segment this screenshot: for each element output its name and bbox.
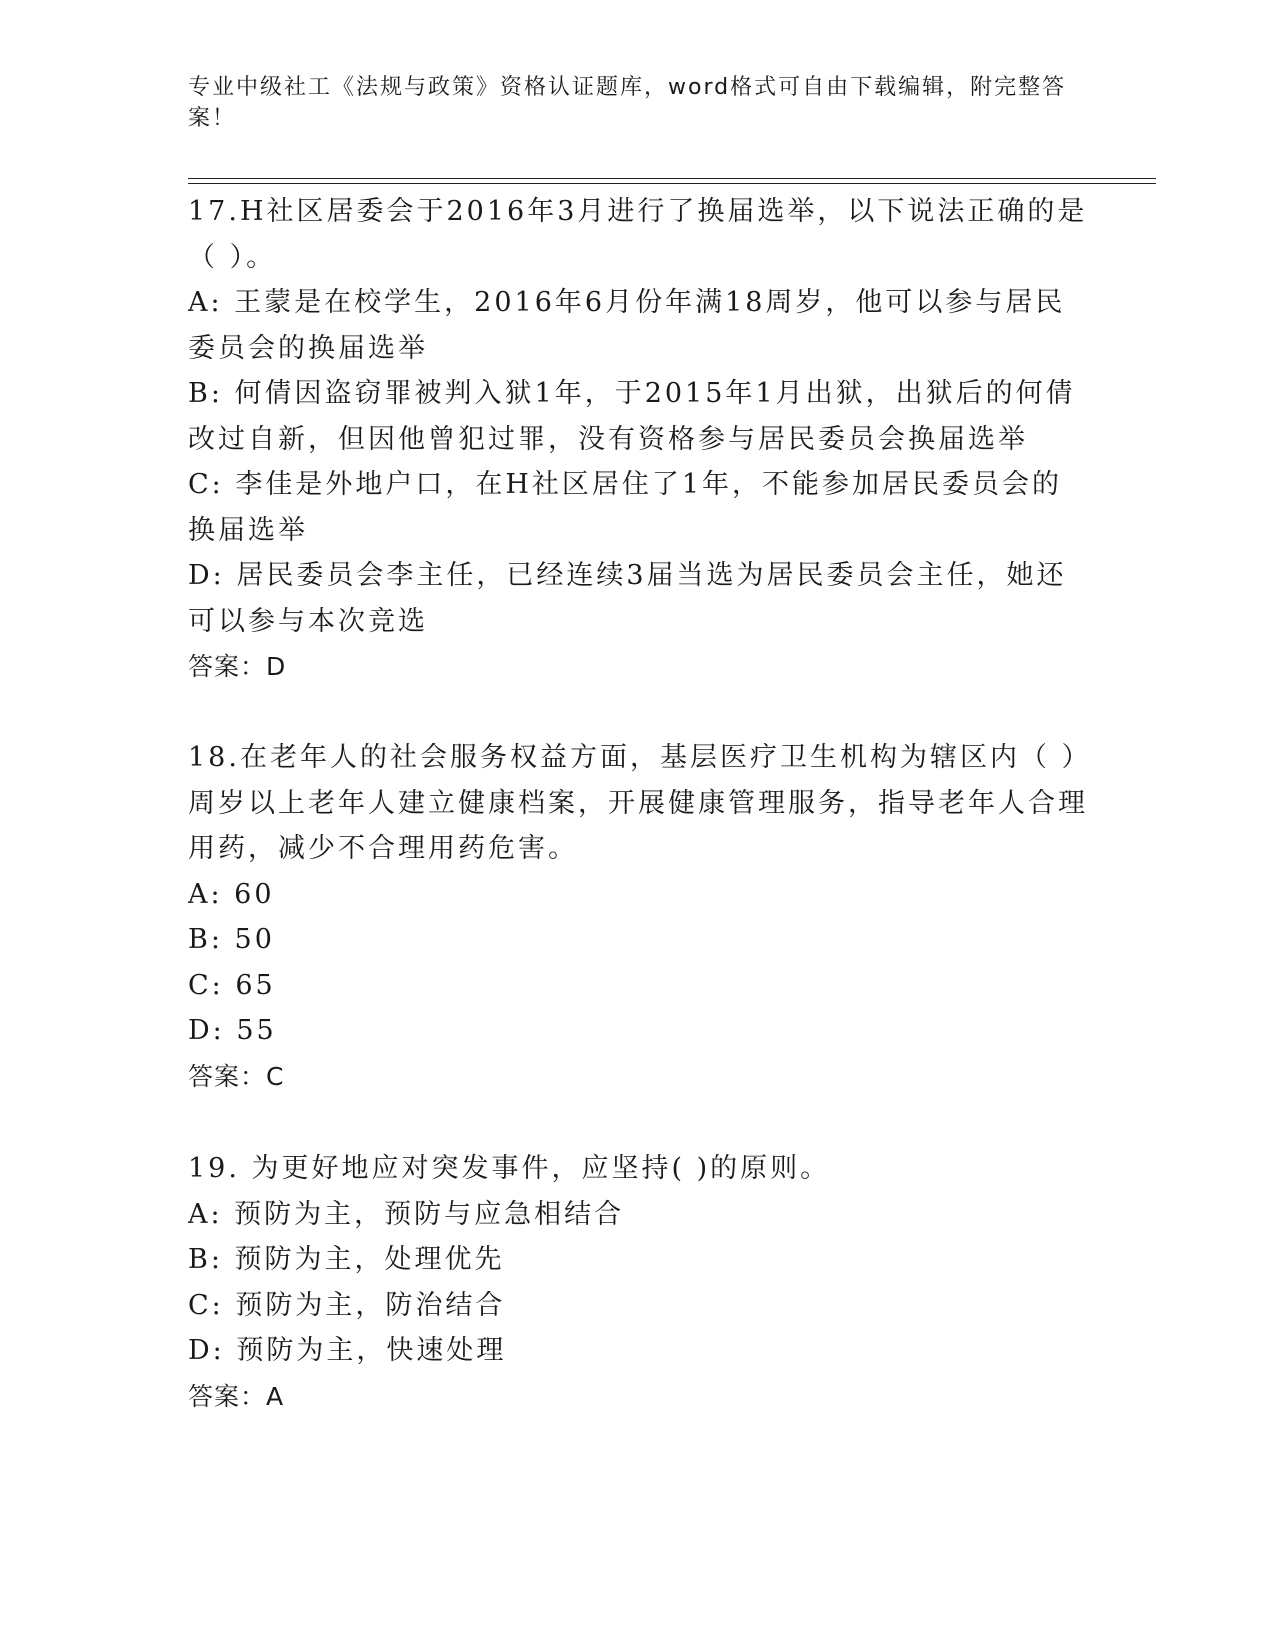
option-d: D: 55 [188, 1015, 277, 1046]
answer-line: 答案：D [188, 652, 287, 681]
option-c: C: 李佳是外地户口，在H社区居住了1年，不能参加居民委员会的换届选举 [188, 469, 1063, 546]
question-stem: 17.H社区居委会于2016年3月进行了换届选举，以下说法正确的是（ ）。 [188, 196, 1088, 273]
option-d: D: 居民委员会李主任，已经连续3届当选为居民委员会主任，她还可以参与本次竞选 [188, 560, 1067, 637]
option-a: A: 王蒙是在校学生，2016年6月份年满18周岁，他可以参与居民委员会的换届选举 [188, 287, 1066, 364]
option-c: C: 65 [188, 969, 276, 1001]
question-stem: 19. 为更好地应对突发事件，应坚持( )的原则。 [188, 1153, 831, 1184]
header-divider-bottom [188, 183, 1156, 184]
answer-line: 答案：A [188, 1381, 285, 1411]
option-a: A: 预防为主，预防与应急相结合 [188, 1198, 625, 1230]
question-stem: 18.在老年人的社会服务权益方面，基层医疗卫生机构为辖区内（ ）周岁以上老年人建立健康档案，开展健康管理服务，指导老年人合理用药，减少不合理用药危害。 [188, 742, 1088, 864]
header-divider-top [188, 178, 1156, 179]
option-d: D: 预防为主，快速处理 [188, 1335, 507, 1366]
question-18 [188, 735, 1088, 1099]
option-a: A: 60 [188, 878, 275, 910]
option-c: C: 预防为主，防治结合 [188, 1289, 506, 1321]
option-b: B: 预防为主，处理优先 [188, 1244, 505, 1275]
document-header [188, 72, 1088, 134]
option-b: B: 50 [188, 924, 275, 955]
option-b: B: 何倩因盗窃罪被判入狱1年，于2015年1月出狱，出狱后的何倩改过自新，但因他曾犯过罪，没有资格参与居民委员会换届选举 [188, 378, 1076, 455]
answer-line: 答案：C [188, 1061, 285, 1091]
question-19 [188, 1146, 1088, 1419]
question-17 [188, 189, 1088, 690]
header-title: 专业中级社工《法规与政策》资格认证题库，word格式可自由下载编辑，附完整答案！ [188, 75, 1067, 131]
